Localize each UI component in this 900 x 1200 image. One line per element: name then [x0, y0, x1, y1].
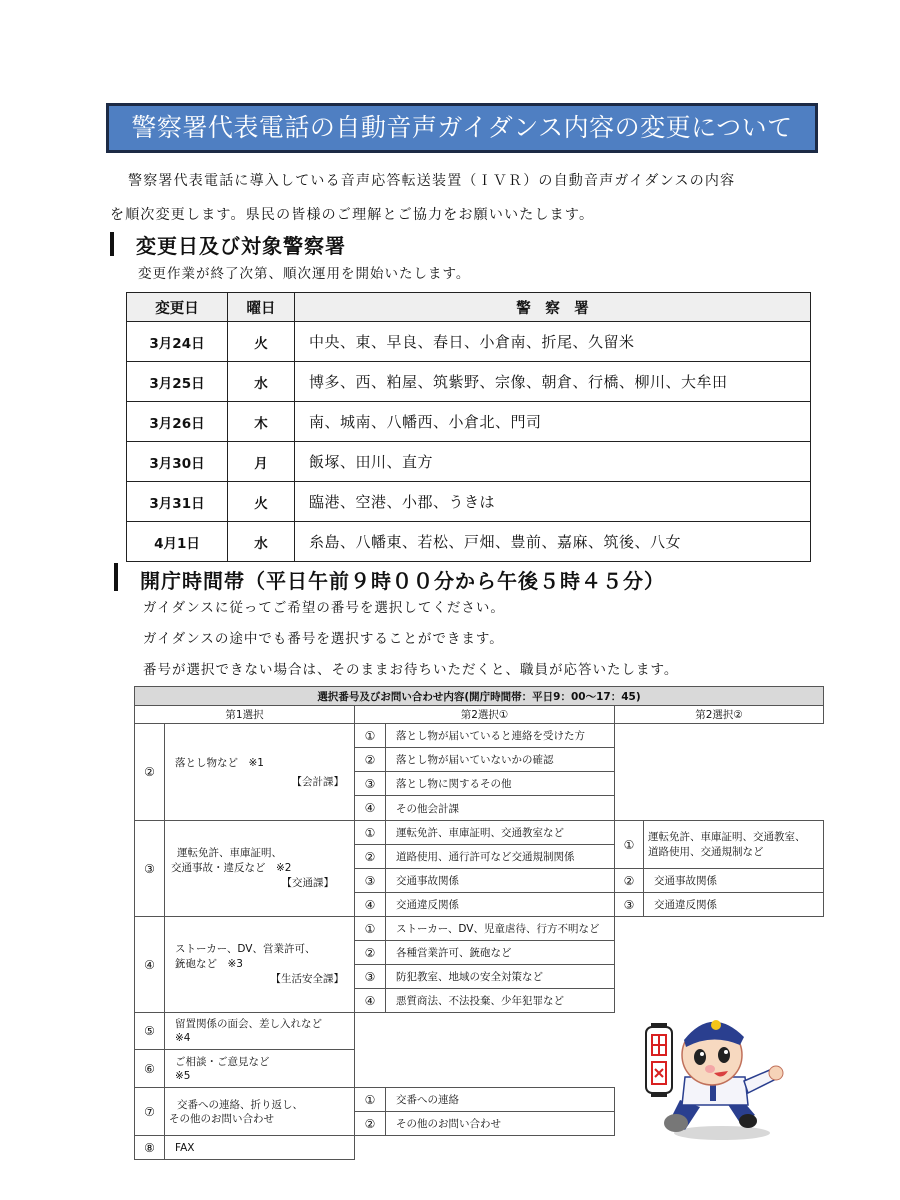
sub-option-text: 交通違反関係	[385, 892, 615, 917]
option-number: ⑤	[134, 1012, 165, 1050]
table-row	[127, 482, 811, 522]
sub2-option-text: 交通事故関係	[643, 868, 824, 893]
sub2-option-number: ①	[614, 820, 644, 869]
sub2-option-text: 交通違反関係	[643, 892, 824, 917]
empty-cell	[614, 723, 824, 821]
option-label: FAX	[164, 1135, 355, 1160]
sub2-option-number: ③	[614, 892, 644, 917]
option-number: ⑦	[134, 1087, 165, 1136]
department-label: 【交通課】	[281, 877, 334, 889]
option-number: ④	[134, 916, 165, 1013]
option-label	[164, 723, 355, 821]
section2-note-2: ガイダンスの途中でも番号を選択することができます。	[143, 631, 504, 647]
option-label	[164, 1049, 355, 1088]
date-cell: 3月25日	[127, 362, 228, 402]
option-label-text: 留置関係の面会、差し入れなど	[175, 1018, 322, 1030]
sub-option-number: ③	[354, 868, 386, 893]
option-label-text: その他のお問い合わせ	[169, 1112, 274, 1125]
option-number: ⑥	[134, 1049, 165, 1088]
sub-option-text: 落とし物に関するその他	[385, 771, 615, 796]
sub-option-text: その他のお問い合わせ	[385, 1111, 615, 1136]
intro-line-2: を順次変更します。県民の皆様のご理解とご協力をお願いいたします。	[110, 207, 595, 223]
sub-option-number: ①	[354, 723, 386, 748]
menu-table-caption: 選択番号及びお問い合わせ内容(開庁時間帯：平日9：00～17：45)	[134, 686, 824, 706]
section-marker	[110, 232, 114, 256]
sub-option-number: ④	[354, 795, 386, 821]
police-mascot-illustration	[640, 1005, 790, 1145]
page-title: 警察署代表電話の自動音声ガイダンス内容の変更について	[106, 103, 818, 153]
schedule-header-row	[127, 293, 811, 322]
sub2-option-number: ②	[614, 868, 644, 893]
section1-heading: 変更日及び対象警察署	[136, 234, 346, 258]
col-header-day: 曜日	[228, 293, 295, 322]
option-label-text: ストーカー、DV、営業許可、	[175, 943, 316, 955]
sub-option-number: ②	[354, 844, 386, 869]
header-second-choice-2: 第2選択②	[614, 705, 824, 724]
date-cell: 4月1日	[127, 522, 228, 562]
sub2-option-text-line: 運転免許、車庫証明、交通教室、	[648, 830, 806, 843]
sub-option-text: 落とし物が届いていると連絡を受けた方	[385, 723, 615, 748]
department-label: 【生活安全課】	[270, 973, 344, 985]
option-label	[164, 1012, 355, 1050]
option-label	[164, 820, 355, 917]
stations-cell: 南、城南、八幡西、小倉北、門司	[295, 402, 811, 442]
section2-heading: 開庁時間帯（平日午前９時００分から午後５時４５分）	[140, 569, 665, 593]
sub-option-text: ストーカー、DV、児童虐待、行方不明など	[385, 916, 615, 941]
day-cell: 火	[228, 322, 295, 362]
table-row	[127, 442, 811, 482]
option-label-text: 銃砲など ※3	[175, 958, 243, 970]
option-label-text: 運転免許、車庫証明、	[177, 847, 282, 859]
option-note: ※4	[175, 1032, 191, 1044]
stations-cell: 臨港、空港、小郡、うきは	[295, 482, 811, 522]
option-label	[164, 916, 355, 1013]
sub-option-text: 交通事故関係	[385, 868, 615, 893]
sub-option-text: 交番への連絡	[385, 1087, 615, 1112]
intro-line-1: 警察署代表電話に導入している音声応答転送装置（ＩＶＲ）の自動音声ガイダンスの内容	[128, 173, 736, 189]
sub-option-text: 落とし物が届いていないかの確認	[385, 747, 615, 772]
sub2-option-text-line: 道路使用、交通規制など	[648, 845, 764, 858]
option-number: ②	[134, 723, 165, 821]
day-cell: 水	[228, 362, 295, 402]
sub-option-number: ③	[354, 771, 386, 796]
table-row	[127, 402, 811, 442]
sub-option-number: ②	[354, 747, 386, 772]
option-number: ③	[134, 820, 165, 917]
sub-option-text: その他会計課	[385, 795, 615, 821]
sub-option-number: ④	[354, 892, 386, 917]
sub-option-number: ①	[354, 916, 386, 941]
mascot-icon	[640, 1005, 790, 1145]
stations-cell: 中央、東、早良、春日、小倉南、折尾、久留米	[295, 322, 811, 362]
option-number: ⑧	[134, 1135, 165, 1160]
sub-option-number: ④	[354, 988, 386, 1013]
option-label-text: ご相談・ご意見など	[175, 1055, 270, 1068]
sub-option-text: 各種営業許可、銃砲など	[385, 940, 615, 965]
date-cell: 3月30日	[127, 442, 228, 482]
date-cell: 3月31日	[127, 482, 228, 522]
sub-option-number: ①	[354, 820, 386, 845]
section-marker	[114, 563, 118, 591]
day-cell: 月	[228, 442, 295, 482]
sub2-option-text	[643, 820, 824, 869]
sub-option-number: ②	[354, 940, 386, 965]
option-label-text: 落とし物など ※1	[175, 757, 264, 769]
table-row	[127, 322, 811, 362]
stations-cell: 糸島、八幡東、若松、戸畑、豊前、嘉麻、筑後、八女	[295, 522, 811, 562]
option-label-text: 交通事故・違反など ※2	[171, 862, 292, 874]
option-note: ※5	[175, 1069, 191, 1082]
department-label: 【会計課】	[291, 776, 344, 788]
section2-note-3: 番号が選択できない場合は、そのままお待ちいただくと、職員が応答いたします。	[143, 662, 679, 678]
day-cell: 水	[228, 522, 295, 562]
col-header-date: 変更日	[127, 293, 228, 322]
date-cell: 3月26日	[127, 402, 228, 442]
header-second-choice-1: 第2選択①	[354, 705, 615, 724]
section2-note-1: ガイダンスに従ってご希望の番号を選択してください。	[143, 600, 505, 616]
sub-option-text: 悪質商法、不法投棄、少年犯罪など	[385, 988, 615, 1013]
schedule-table	[126, 292, 811, 562]
col-header-stations: 警 察 署	[295, 293, 811, 322]
sub-option-number: ②	[354, 1111, 386, 1136]
date-cell: 3月24日	[127, 322, 228, 362]
sub-option-text: 運転免許、車庫証明、交通教室など	[385, 820, 615, 845]
header-first-choice: 第1選択	[134, 705, 355, 724]
stations-cell: 博多、西、粕屋、筑紫野、宗像、朝倉、行橋、柳川、大牟田	[295, 362, 811, 402]
option-label-text: 交番への連絡、折り返し、	[177, 1098, 303, 1111]
sub-option-text: 防犯教室、地域の安全対策など	[385, 964, 615, 989]
sub-option-number: ①	[354, 1087, 386, 1112]
day-cell: 木	[228, 402, 295, 442]
sub-option-text: 道路使用、通行許可など交通規制関係	[385, 844, 615, 869]
day-cell: 火	[228, 482, 295, 522]
option-label	[164, 1087, 355, 1136]
section1-note: 変更作業が終了次第、順次運用を開始いたします。	[138, 266, 471, 282]
stations-cell: 飯塚、田川、直方	[295, 442, 811, 482]
table-row	[127, 522, 811, 562]
table-row	[127, 362, 811, 402]
sub-option-number: ③	[354, 964, 386, 989]
